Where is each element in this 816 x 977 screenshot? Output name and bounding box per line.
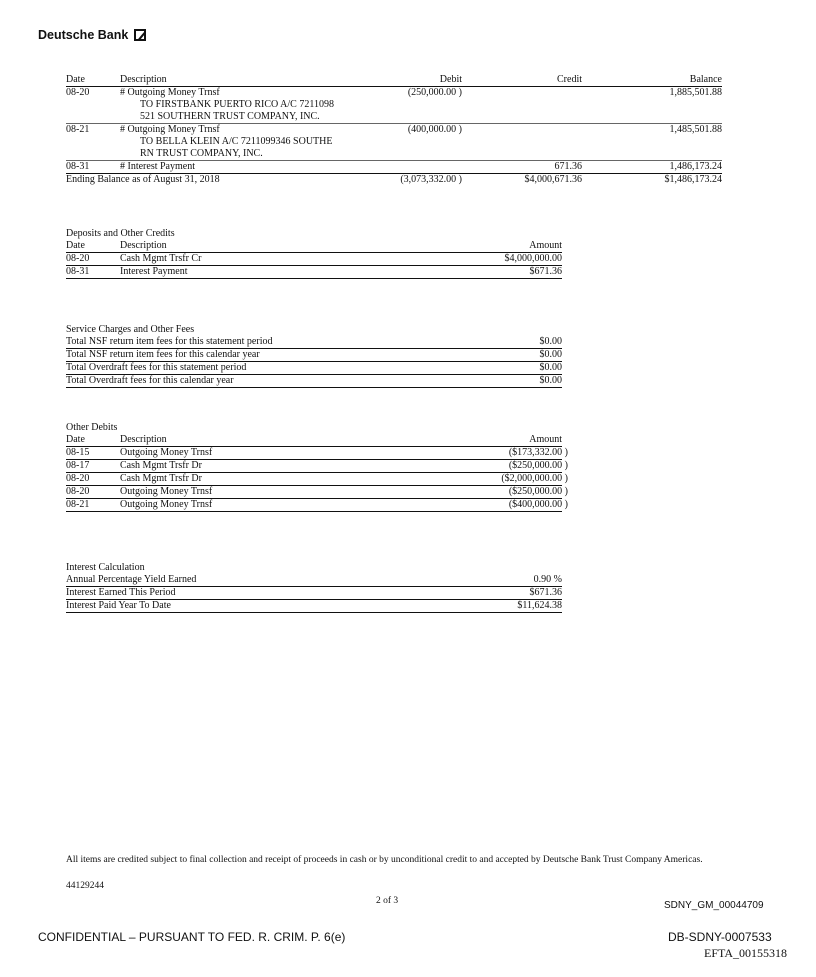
row-amount: $671.36 bbox=[529, 266, 562, 277]
col-date: Date bbox=[66, 240, 85, 251]
row-amount: $0.00 bbox=[539, 336, 562, 347]
row-amount: ($173,332.00 ) bbox=[508, 447, 568, 458]
table-row bbox=[66, 253, 562, 266]
row-description-line: TO FIRSTBANK PUERTO RICO A/C 7211098 bbox=[140, 99, 334, 110]
col-description: Description bbox=[120, 434, 167, 445]
bank-logo bbox=[38, 28, 146, 42]
row-label: Annual Percentage Yield Earned bbox=[66, 574, 197, 585]
service-charges-section bbox=[66, 324, 562, 388]
ending-balance-row bbox=[66, 174, 722, 186]
table-row bbox=[66, 473, 568, 486]
table-row bbox=[66, 336, 562, 349]
row-label: Total NSF return item fees for this calendar year bbox=[66, 349, 260, 360]
row-amount: ($250,000.00 ) bbox=[508, 486, 568, 497]
row-description: Outgoing Money Trnsf bbox=[120, 486, 213, 497]
row-debit: (400,000.00 ) bbox=[407, 124, 462, 135]
row-amount: ($400,000.00 ) bbox=[508, 499, 568, 510]
table-row bbox=[66, 375, 562, 388]
other-debits-section bbox=[66, 422, 568, 512]
table-row bbox=[66, 362, 562, 375]
section-title: Deposits and Other Credits bbox=[66, 228, 175, 239]
row-description-line: 521 SOUTHERN TRUST COMPANY, INC. bbox=[140, 111, 320, 122]
row-amount: $0.00 bbox=[539, 362, 562, 373]
row-date: 08-20 bbox=[66, 486, 90, 497]
row-description: Outgoing Money Trnsf bbox=[120, 447, 213, 458]
row-balance: 1,486,173.24 bbox=[669, 161, 722, 172]
ending-debit: (3,073,332.00 ) bbox=[400, 174, 462, 185]
table-row bbox=[66, 87, 722, 124]
row-balance: 1,885,501.88 bbox=[669, 87, 722, 98]
table-header bbox=[66, 434, 562, 447]
row-description: Cash Mgmt Trsfr Dr bbox=[120, 460, 202, 471]
col-credit: Credit bbox=[557, 74, 582, 85]
row-label: Interest Earned This Period bbox=[66, 587, 176, 598]
row-description-line: TO BELLA KLEIN A/C 7211099346 SOUTHE bbox=[140, 136, 333, 147]
confidential-notice: CONFIDENTIAL – PURSUANT TO FED. R. CRIM. P. 6(e) bbox=[38, 930, 346, 944]
col-description: Description bbox=[120, 74, 167, 85]
table-row bbox=[66, 349, 562, 362]
transactions-table bbox=[66, 74, 722, 186]
bates-number: SDNY_GM_00044709 bbox=[664, 900, 764, 911]
col-balance: Balance bbox=[689, 74, 722, 85]
row-description-line: RN TRUST COMPANY, INC. bbox=[140, 148, 263, 159]
row-date: 08-31 bbox=[66, 266, 90, 277]
row-date: 08-31 bbox=[66, 161, 90, 172]
table-row bbox=[66, 600, 562, 613]
table-header bbox=[66, 240, 562, 253]
account-reference: 44129244 bbox=[66, 881, 104, 891]
row-amount: $0.00 bbox=[539, 349, 562, 360]
table-row bbox=[66, 124, 722, 161]
row-description: # Interest Payment bbox=[120, 161, 195, 172]
deutsche-bank-slash-icon bbox=[134, 29, 146, 41]
row-description: # Outgoing Money Trnsf bbox=[120, 87, 220, 98]
footnote: All items are credited subject to final collection and receipt of proceeds in cash or by unconditional credit to and accepted by Deutsche Bank Trust Company Americas. bbox=[66, 855, 703, 865]
table-row bbox=[66, 587, 562, 600]
row-amount: $0.00 bbox=[539, 375, 562, 386]
row-date: 08-20 bbox=[66, 253, 90, 264]
row-label: Interest Paid Year To Date bbox=[66, 600, 171, 611]
section-title: Service Charges and Other Fees bbox=[66, 324, 195, 335]
row-balance: 1,485,501.88 bbox=[669, 124, 722, 135]
db-bates-number: DB-SDNY-0007533 bbox=[668, 930, 772, 944]
col-debit: Debit bbox=[439, 74, 462, 85]
ending-balance-label: Ending Balance as of August 31, 2018 bbox=[66, 174, 220, 185]
table-row bbox=[66, 460, 568, 473]
row-date: 08-17 bbox=[66, 460, 90, 471]
col-description: Description bbox=[120, 240, 167, 251]
deposits-section bbox=[66, 228, 562, 279]
table-row bbox=[66, 499, 568, 512]
ending-balance: $1,486,173.24 bbox=[664, 174, 722, 185]
row-debit: (250,000.00 ) bbox=[407, 87, 462, 98]
row-label: Total NSF return item fees for this statement period bbox=[66, 336, 273, 347]
section-title: Other Debits bbox=[66, 422, 118, 433]
table-row bbox=[66, 161, 722, 174]
row-description: Cash Mgmt Trsfr Dr bbox=[120, 473, 202, 484]
row-amount: ($2,000,000.00 ) bbox=[501, 473, 568, 484]
row-amount: $11,624.38 bbox=[517, 600, 562, 611]
table-row bbox=[66, 447, 568, 460]
ending-credit: $4,000,671.36 bbox=[524, 174, 582, 185]
row-amount: 0.90 % bbox=[533, 574, 562, 585]
section-title: Interest Calculation bbox=[66, 562, 145, 573]
col-amount: Amount bbox=[529, 434, 562, 445]
page-number: 2 of 3 bbox=[376, 896, 399, 906]
bank-name: Deutsche Bank bbox=[38, 28, 129, 42]
row-date: 08-21 bbox=[66, 499, 90, 510]
table-header bbox=[66, 74, 722, 87]
col-date: Date bbox=[66, 74, 85, 85]
row-amount: $671.36 bbox=[529, 587, 562, 598]
row-label: Total Overdraft fees for this statement period bbox=[66, 362, 247, 373]
row-description: # Outgoing Money Trnsf bbox=[120, 124, 220, 135]
table-row bbox=[66, 266, 562, 279]
interest-section bbox=[66, 562, 562, 613]
row-description: Interest Payment bbox=[120, 266, 188, 277]
row-date: 08-20 bbox=[66, 473, 90, 484]
col-amount: Amount bbox=[529, 240, 562, 251]
row-date: 08-15 bbox=[66, 447, 90, 458]
row-description: Cash Mgmt Trsfr Cr bbox=[120, 253, 202, 264]
col-date: Date bbox=[66, 434, 85, 445]
row-date: 08-20 bbox=[66, 87, 90, 98]
row-credit: 671.36 bbox=[554, 161, 582, 172]
row-amount: $4,000,000.00 bbox=[504, 253, 562, 264]
table-row bbox=[66, 574, 562, 587]
row-description: Outgoing Money Trnsf bbox=[120, 499, 213, 510]
row-date: 08-21 bbox=[66, 124, 90, 135]
efta-number: EFTA_00155318 bbox=[704, 946, 788, 960]
row-amount: ($250,000.00 ) bbox=[508, 460, 568, 471]
table-row bbox=[66, 486, 568, 499]
row-label: Total Overdraft fees for this calendar year bbox=[66, 375, 234, 386]
